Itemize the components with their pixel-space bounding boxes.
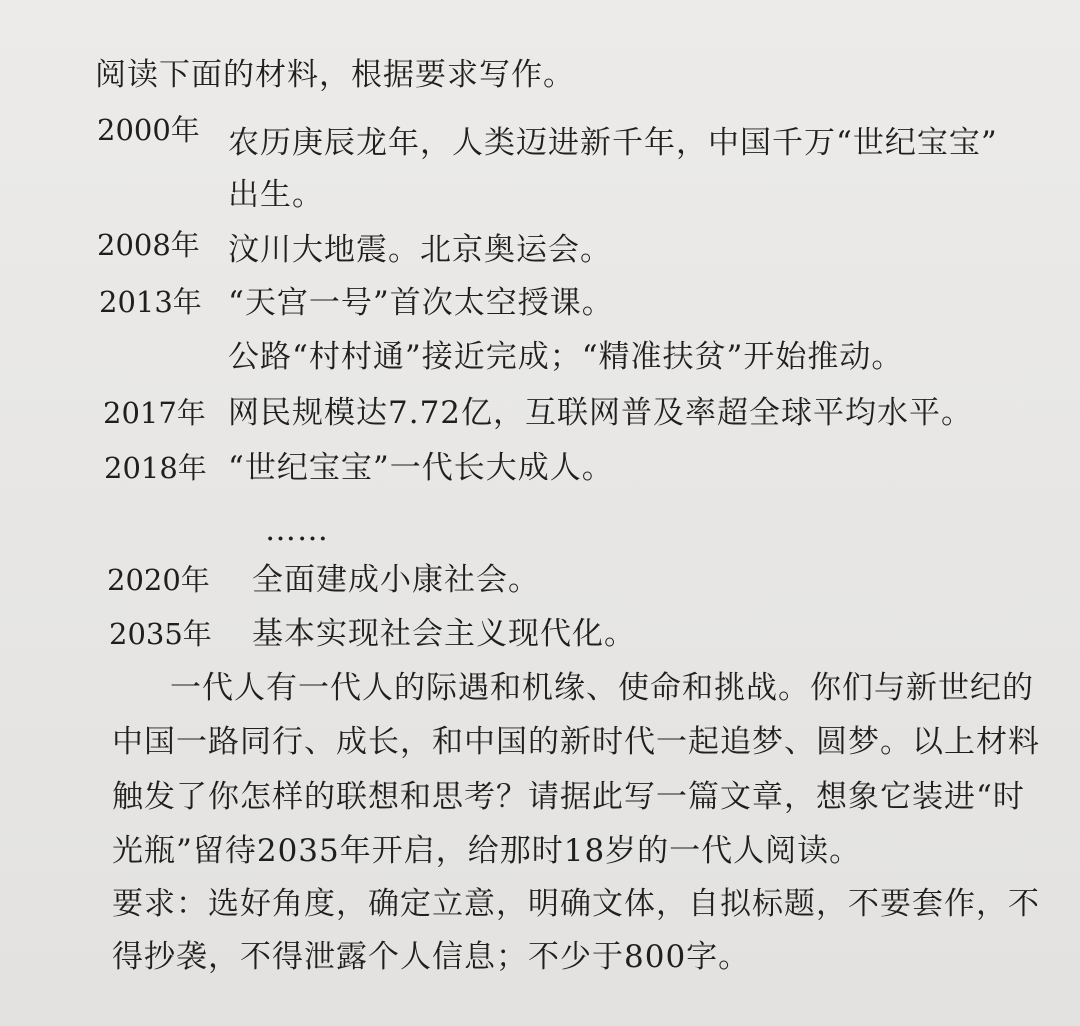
timeline-text-2017: 网民规模达7.72亿，互联网普及率超全球平均水平。 — [228, 395, 974, 431]
requirements-line-1: 要求：选好角度，确定立意，明确文体，自拟标题，不要套作，不 — [112, 886, 1040, 922]
intro-line: 阅读下面的材料，根据要求写作。 — [95, 57, 575, 93]
paragraph-line-1: 一代人有一代人的际遇和机缘、使命和挑战。你们与新世纪的 — [170, 670, 1034, 706]
timeline-text-2008: 汶川大地震。北京奥运会。 — [228, 232, 612, 268]
timeline-year-2017: 2017年 — [103, 396, 206, 430]
paragraph-line-3: 触发了你怎样的联想和思考？请据此写一篇文章，想象它装进“时 — [112, 779, 1025, 815]
timeline-year-2035: 2035年 — [109, 617, 212, 651]
paragraph-line-4: 光瓶”留待2035年开启，给那时18岁的一代人阅读。 — [112, 833, 862, 869]
timeline-text-2013-line-1: “天宫一号”首次太空授课。 — [228, 285, 614, 321]
timeline-year-2020: 2020年 — [107, 563, 210, 597]
paragraph-line-2: 中国一路同行、成长，和中国的新时代一起追梦、圆梦。以上材料 — [112, 724, 1040, 760]
timeline-text-2000-line-1: 农历庚辰龙年，人类迈进新千年，中国千万“世纪宝宝” — [228, 125, 998, 161]
timeline-year-2008: 2008年 — [97, 228, 200, 262]
timeline-text-2013-line-2: 公路“村村通”接近完成；“精准扶贫”开始推动。 — [228, 339, 904, 375]
timeline-text-2000-line-2: 出生。 — [228, 177, 324, 213]
timeline-text-2018: “世纪宝宝”一代长大成人。 — [228, 450, 614, 486]
timeline-year-2000: 2000年 — [97, 113, 200, 147]
ellipsis-line: …… — [265, 512, 329, 548]
timeline-text-2020: 全面建成小康社会。 — [252, 562, 540, 598]
timeline-text-2035: 基本实现社会主义现代化。 — [252, 616, 636, 652]
timeline-year-2018: 2018年 — [104, 451, 207, 485]
timeline-year-2013: 2013年 — [99, 285, 202, 319]
requirements-line-2: 得抄袭，不得泄露个人信息；不少于800字。 — [112, 939, 751, 975]
